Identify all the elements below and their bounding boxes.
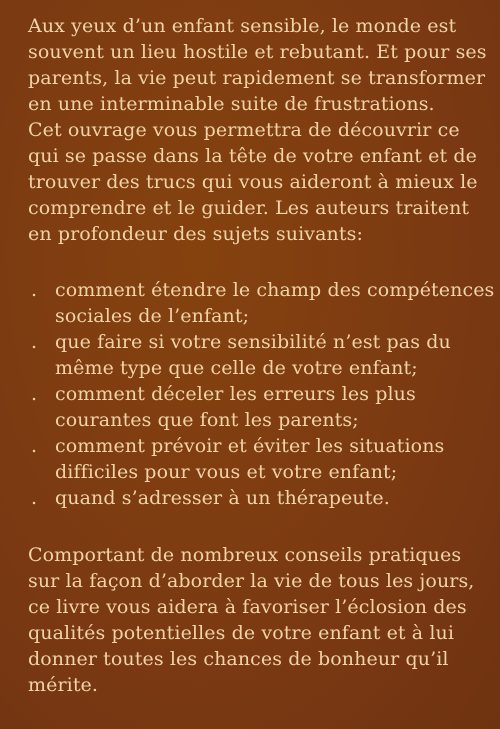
back-cover-text: [28, 13, 495, 698]
bullet-marker: .: [31, 435, 38, 457]
closing-line: donner toutes les chances de bonheur qu’il: [28, 648, 449, 670]
closing-line: ce livre vous aidera à favoriser l’éclosion des: [28, 596, 467, 618]
closing-line: sur la façon d’aborder la vie de tous les jours,: [28, 570, 475, 592]
bullet-marker: .: [31, 487, 38, 509]
list-item-line: comment déceler les erreurs les plus: [55, 383, 416, 405]
bullet-marker: .: [31, 279, 38, 301]
list-item: [28, 485, 490, 511]
list-item-line: quand s’adresser à un thérapeute.: [55, 487, 390, 509]
list-item: [28, 381, 490, 433]
topic-list: [28, 277, 495, 511]
intro-line: Cet ouvrage vous permettra de découvrir ce: [28, 119, 460, 141]
closing-paragraph: [28, 542, 490, 698]
list-item-line: comment prévoir et éviter les situations: [55, 435, 445, 457]
intro-line: en une interminable suite de frustrations.: [28, 93, 435, 115]
intro-line: comprendre et le guider. Les auteurs traitent: [28, 197, 470, 219]
list-item-line: comment étendre le champ des compétences: [55, 279, 495, 301]
closing-line: qualités potentielles de votre enfant et à lui: [28, 622, 455, 644]
list-item-line: courantes que font les parents;: [55, 409, 359, 431]
intro-line: trouver des trucs qui vous aideront à mieux le: [28, 171, 478, 193]
list-item-line: que faire si votre sensibilité n’est pas du: [55, 331, 451, 353]
intro-line: parents, la vie peut rapidement se transformer: [28, 67, 486, 89]
intro-line: en profondeur des sujets suivants:: [28, 223, 363, 245]
intro-line: souvent un lieu hostile et rebutant. Et pour ses: [28, 41, 487, 63]
bullet-marker: .: [31, 331, 38, 353]
list-item-line: sociales de l’enfant;: [55, 305, 250, 327]
closing-line: mérite.: [28, 674, 99, 696]
intro-line: qui se passe dans la tête de votre enfant et de: [28, 145, 477, 167]
intro-line: Aux yeux d’un enfant sensible, le monde est: [28, 15, 457, 37]
closing-line: Comportant de nombreux conseils pratiques: [28, 544, 462, 566]
bullet-marker: .: [31, 383, 38, 405]
list-item: [28, 277, 495, 329]
intro-paragraph: [28, 13, 490, 247]
list-item: [28, 433, 490, 485]
list-item-line: même type que celle de votre enfant;: [55, 357, 418, 379]
list-item-line: difficiles pour vous et votre enfant;: [55, 461, 398, 483]
list-item: [28, 329, 490, 381]
